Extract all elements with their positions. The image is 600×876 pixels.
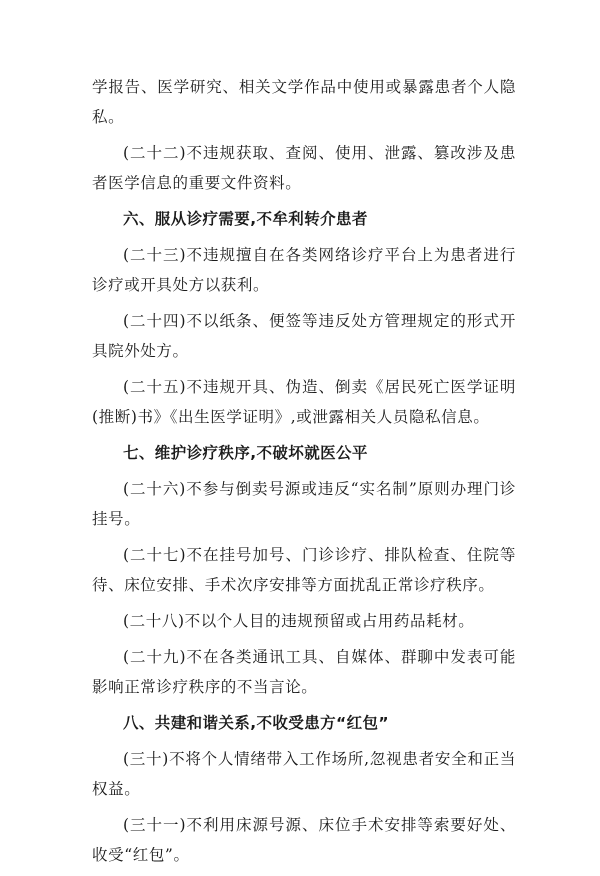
paragraph-27: (二十七)不在挂号加号、门诊诊疗、排队检查、住院等待、床位安排、手术次序安排等方面扰乱正常诊疗秩序。 [92, 546, 516, 594]
paragraph-26: (二十六)不参与倒卖号源或违反“实名制”原则办理门诊挂号。 [92, 480, 516, 528]
paragraph-22: (二十二)不违规获取、查阅、使用、泄露、篡改涉及患者医学信息的重要文件资料。 [92, 144, 516, 192]
paragraph-23: (二十三)不违规擅自在各类网络诊疗平台上为患者进行诊疗或开具处方以获利。 [92, 246, 516, 294]
paragraph-31: (三十一)不利用床源号源、床位手术安排等索要好处、收受“红包”。 [92, 816, 516, 864]
section-heading-7: 七、维护诊疗秩序,不破坏就医公平 [123, 444, 368, 462]
document-page [92, 72, 516, 876]
paragraph-30: (三十)不将个人情绪带入工作场所,忽视患者安全和正当权益。 [92, 750, 516, 798]
paragraph-25: (二十五)不违规开具、伪造、倒卖《居民死亡医学证明(推断)书》《出生医学证明》,或泄露相关人员隐私信息。 [92, 378, 516, 426]
paragraph-29: (二十九)不在各类通讯工具、自媒体、群聊中发表可能影响正常诊疗秩序的不当言论。 [92, 648, 516, 696]
paragraph-28: (二十八)不以个人目的违规预留或占用药品耗材。 [123, 612, 475, 630]
paragraph-24: (二十四)不以纸条、便签等违反处方管理规定的形式开具院外处方。 [92, 312, 516, 360]
section-heading-6: 六、服从诊疗需要,不牟利转介患者 [123, 210, 368, 228]
paragraph-continued: 学报告、医学研究、相关文学作品中使用或暴露患者个人隐私。 [92, 78, 516, 126]
section-heading-8: 八、共建和谐关系,不收受患方“红包” [123, 714, 389, 732]
